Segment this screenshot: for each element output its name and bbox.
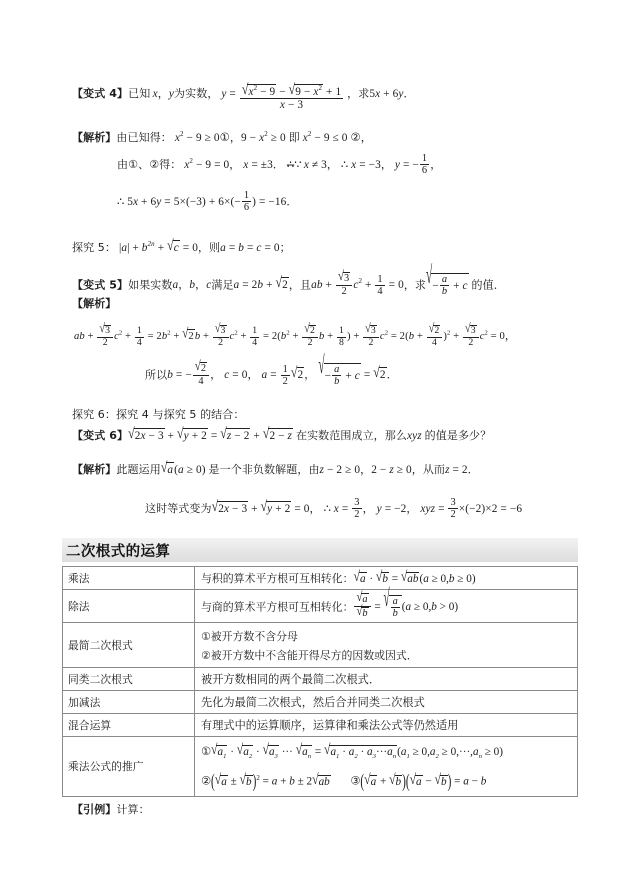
bianshi4-question-end: ．	[403, 87, 415, 101]
table-row-label: 同类二次根式	[63, 668, 195, 691]
jiexi6-line1-math: √a(a ≥ 0)	[160, 458, 206, 476]
table-row-value: 被开方数相同的两个最简二次根式．	[195, 668, 578, 691]
table-row-value: 先化为最简二次根式，然后合并同类二次根式	[195, 691, 578, 714]
bianshi5-text-and: ，且	[288, 278, 312, 292]
jiexi5-chain-math: ab + $\frac{√3}{2}$ $c^2$ + $\frac{1}{4}$ = $2b^2 + √2b$ + $\frac{√3}{2}$ $c^2$ + $\frac{1}{4}$ = $2(b^2$ + $\frac{√2}{2}$ b + $\frac{1}{8}$ ) + $\frac{√3}{2}$ $c^2 = 2(b$ + $\frac{√2}{4}$ )$^2$ + $\frac{√3}{2}$ $c^2 = 0$，	[74, 321, 516, 348]
tanjiu5-line	[72, 236, 291, 255]
div-formula: $\frac{√a}{√b}$ = √ $\frac{a}{b}$ (a ≥ 0,b > 0)	[356, 586, 459, 619]
table-row-value	[195, 586, 578, 623]
table-row	[63, 691, 578, 714]
jiexi4-line1-pre: 由已知得：	[116, 130, 172, 144]
jiexi6-line2-math: √2x − 3 + √y + 2 = 0， ∴ x = $\frac{3}{2}$ ， y = −2， xyz = $\frac{3}{2}$ ×(−2)×2 = −6	[211, 496, 523, 521]
jiexi4-line3-math: ∴ 5x + 6y = 5×(−3) + 6×(− $\frac{1}{6}$ ) = −16．	[117, 190, 298, 214]
jiexi5-chain	[74, 321, 516, 348]
section-heading-label: 二次根式的运算	[66, 544, 171, 560]
operations-table	[62, 566, 578, 797]
bianshi5-text-end: 的值．	[471, 278, 505, 292]
bianshi4-question-tail: ，求	[347, 87, 370, 101]
table-row-label: 最简二次根式	[63, 623, 195, 668]
tanjiu6-line	[72, 408, 244, 422]
table-row	[63, 737, 578, 797]
jiexi6-line1-pre: 此题运用	[116, 463, 161, 476]
bianshi6-question	[72, 424, 492, 443]
bianshi6-tag: 【变式 6】	[72, 429, 129, 442]
jiexi5-concl-pre: 所以	[145, 368, 168, 382]
table-row	[63, 590, 578, 623]
jiexi6-tag: 【解析】	[72, 463, 117, 476]
table-row	[63, 668, 578, 691]
table-row-label: 加减法	[63, 691, 195, 714]
jiexi6-line2	[145, 497, 522, 520]
table-row-value: 有理式中的运算顺序，运算律和乘法公式等仍然适用	[195, 714, 578, 737]
jiexi5-tag: 【解析】	[72, 297, 117, 310]
tanjiu6-text: 探究 4 与探究 5 的结合：	[116, 408, 245, 421]
bianshi4-vars: x	[150, 88, 158, 101]
bianshi5-cond2: ab + $\frac{√3}{2}$ $c^2$ + $\frac{1}{4}$ = 0	[311, 268, 404, 297]
jiexi4-line3	[117, 190, 298, 213]
jiexi4-line2-math: $x^2 - 9 = 0$， x = ±3． ∴̶∵ x ≠ 3， ∴ x = −3， y = − $\frac{1}{6}$ ，	[184, 153, 442, 177]
bianshi4-question-pre: 已知	[128, 87, 151, 101]
table-row	[63, 567, 578, 590]
bianshi4-ask: 5x + 6y	[369, 88, 404, 101]
ext-formula-1: $①√a_1 \cdot √a_2 \cdot √a_3$ ··· $√a_n = √a_1 \cdot a_2 \cdot a_3\cdot\cdot\cdot a_n(a_1 \ge 0,a_2 \ge 0,\cdot\cdot\cdot,a_n \ge 0)$	[201, 741, 503, 761]
bianshi5-question	[72, 263, 505, 297]
tanjiu5-label: 探究 5：	[72, 241, 116, 254]
bianshi4-question: 【变式 4】已知 x，y为实数， y = $\frac{√x^2 - 9 - √9 - x^2 + 1}{x - 3}$ ，求5x + 6y．	[72, 80, 415, 111]
bianshi5-text-pre: 如果实数	[128, 278, 173, 292]
bianshi6-var: xyz	[406, 430, 422, 442]
section-heading	[62, 538, 578, 562]
bianshi5-target: √− $\frac{a}{b}$ + c	[426, 263, 468, 297]
bianshi5-vars: a，b，c	[172, 278, 212, 292]
mult-formula: √a · √b = √ab(a ≥ 0,b ≥ 0)	[353, 568, 476, 585]
jiexi4-tag: 【解析】	[72, 130, 117, 144]
simplest-line-1: ①被开方数不含分母	[201, 629, 298, 643]
table-row-label: 乘法	[63, 567, 195, 590]
table-row-value	[195, 623, 578, 668]
jiexi5-concl-math: b = − $\frac{√2}{4}$ ， c = 0， a = $\frac{1}{2}$ √2， √− $\frac{a}{b}$ + c = √2．	[167, 353, 398, 387]
table-row-label: 乘法公式的推广	[63, 737, 195, 797]
mult-desc: 与积的算术平方根可互相转化：	[201, 572, 354, 585]
jiexi4-line1	[72, 130, 372, 145]
jiexi5-conclusion	[145, 353, 398, 387]
bianshi5-text-ask: ，求	[403, 278, 427, 292]
jiexi4-line2	[117, 153, 441, 176]
table-row-label: 混合运算	[63, 714, 195, 737]
yinli-tag: 【引例】	[72, 803, 117, 816]
bianshi5-text-mid: 满足	[211, 278, 234, 292]
yinli-text: 计算：	[116, 803, 150, 816]
jiexi4-line1-math: $x^2 - 9$ ≥ 0①，$9 - x^2 \ge 0$ 即 $x^2 - 9 \le 0$ ②，	[174, 130, 372, 144]
simplest-line-2: ②被开方数中不含能开得尽方的因数或因式．	[201, 648, 418, 662]
bianshi6-equation: √2x − 3 + √y + 2 = √z − 2 + √2 − z	[128, 424, 293, 442]
jiexi5-tag-line	[72, 297, 116, 311]
jiexi6-line1	[72, 458, 479, 477]
jiexi6-line1-cond: z − 2 ≥ 0，2 − z ≥ 0，从而z = 2．	[319, 463, 479, 476]
table-row	[63, 714, 578, 737]
jiexi6-line1-mid: 是一个非负数解题，由	[208, 463, 320, 476]
table-row-value	[195, 737, 578, 797]
table-row	[63, 623, 578, 668]
bianshi6-text-mid: 在实数范围成立，那么	[295, 429, 407, 442]
tanjiu5-math: $|a| + b^{2n} + √c = 0$，则a = b = c = 0；	[118, 236, 291, 254]
jiexi4-line2-pre: 由①、②得：	[117, 157, 182, 171]
bianshi5-cond1: a = 2b + √2	[233, 273, 288, 292]
table-row-label: 除法	[63, 590, 195, 623]
tanjiu6-label: 探究 6：	[72, 408, 116, 421]
bianshi4-tag: 【变式 4】	[72, 87, 129, 101]
bianshi4-formula: y = $\frac{√x^2 - 9 - √9 - x^2 + 1}{x - 3}$	[221, 80, 342, 111]
ext-formula-2: ②(√a ± √b)$^2$ = a + b ± 2√ab ③(√a + √b)(√a − √b) = a − b	[201, 771, 487, 793]
jiexi6-line2-pre: 这时等式变为	[145, 501, 212, 515]
bianshi4-question-mid: 为实数，	[174, 87, 219, 101]
bianshi6-text-end: 的值是多少？	[424, 429, 492, 442]
div-desc: 与商的算术平方根可互相转化：	[201, 600, 354, 614]
footer-yinli	[72, 803, 150, 817]
bianshi5-tag: 【变式 5】	[72, 278, 129, 292]
